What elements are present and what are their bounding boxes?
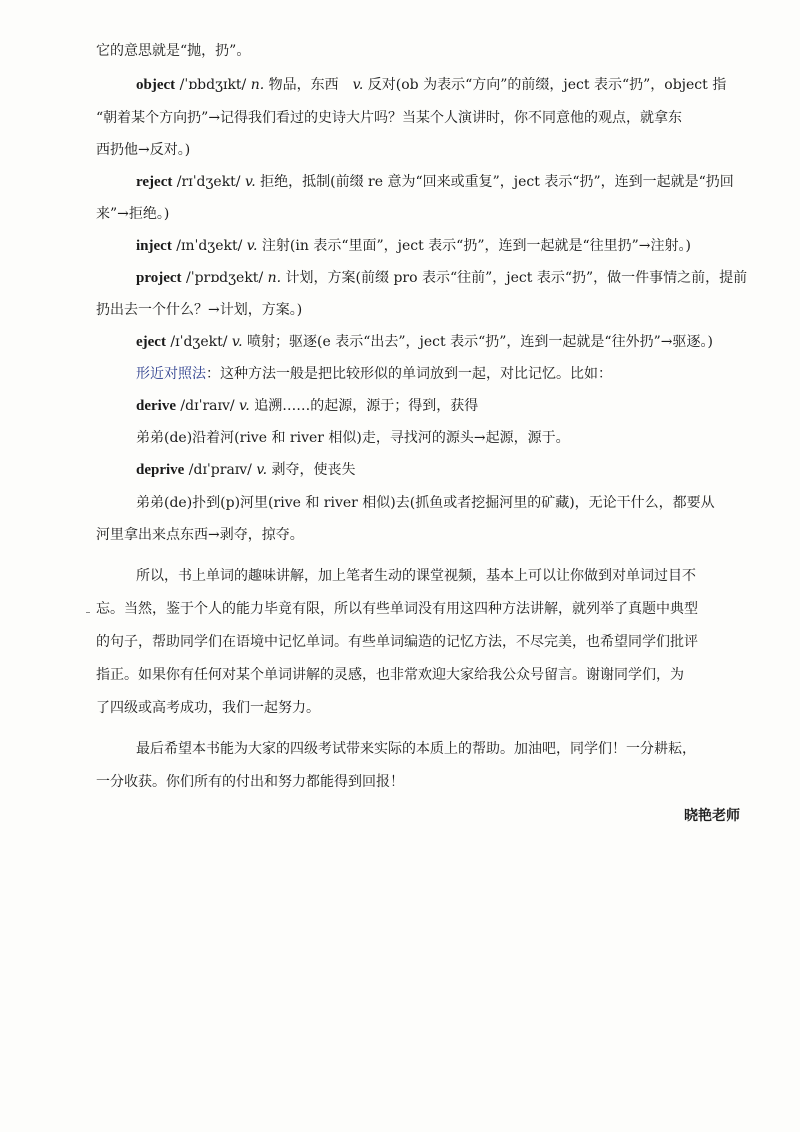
entry-reject [136, 172, 734, 192]
method-line [136, 364, 612, 384]
part-of-speech: v. [231, 334, 243, 350]
text-line: 它的意思就是“抛，扔”。 [96, 43, 251, 59]
definition: 喷射；驱逐(e 表示“出去”，ject 表示“扔”，连到一起就是“往外扔”→驱逐。) [242, 334, 713, 350]
text-line: 西扔他→反对。) [96, 142, 191, 158]
text-line: 扔出去一个什么？→计划，方案。) [96, 302, 303, 318]
text-line: 弟弟(de)扑到(p)河里(rive 和 river 相似)去(抓鱼或者挖掘河里的矿藏)，无论干什么，都要从 [136, 495, 715, 511]
phonetic: /dɪˈraɪv/ [175, 398, 240, 414]
phonetic: /rɪˈdʒekt/ [172, 174, 245, 190]
headword: inject [136, 238, 172, 254]
part-of-speech: v. [239, 398, 250, 414]
phonetic: /dɪˈpraɪv/ [184, 462, 257, 478]
paragraph-line: 了四级或高考成功，我们一起努力。 [96, 700, 320, 716]
part-of-speech: v. [352, 77, 364, 93]
signature: 晓艳老师 [684, 808, 740, 824]
entry-object [136, 75, 726, 95]
entry-derive [136, 396, 478, 416]
part-of-speech: n. [267, 270, 282, 286]
phonetic: /ɪˈdʒekt/ [165, 334, 232, 350]
paragraph-line: 所以，书上单词的趣味讲解，加上笔者生动的课堂视频，基本上可以让你做到对单词过目不 [136, 568, 696, 584]
definition: 物品，东西 [264, 77, 353, 93]
text-line: “朝着某个方向扔”→记得我们看过的史诗大片吗？当某个人演讲时，你不同意他的观点，就拿东 [96, 110, 683, 126]
paragraph-line: 的句子，帮助同学们在语境中记忆单词。有些单词编造的记忆方法，不尽完美，也希望同学们批评 [96, 634, 698, 650]
entry-inject [136, 236, 691, 256]
definition: 拒绝，抵制(前缀 re 意为“回来或重复”，ject 表示“扔”，连到一起就是“扔回 [255, 174, 734, 190]
headword: project [136, 270, 182, 286]
method-title: 形近对照法 [136, 366, 206, 382]
method-description: ：这种方法一般是把比较形似的单词放到一起，对比记忆。比如： [206, 366, 612, 382]
text-line: 河里拿出来点东西→剥夺，掠夺。 [96, 527, 304, 543]
text-line: 来”→拒绝。) [96, 206, 170, 222]
definition: 注射(in 表示“里面”，ject 表示“扔”，连到一起就是“往里扔”→注射。) [257, 238, 692, 254]
headword: derive [136, 398, 176, 414]
entry-project [136, 268, 747, 288]
headword: reject [136, 174, 173, 190]
paragraph-line: 一分收获。你们所有的付出和努力都能得到回报！ [96, 774, 404, 790]
part-of-speech: v. [244, 174, 256, 190]
part-of-speech: v. [246, 238, 258, 254]
definition: 追溯……的起源，源于；得到，获得 [249, 398, 479, 414]
definition: 计划，方案(前缀 pro 表示“往前”，ject 表示“扔”，做一件事情之前，提前 [281, 270, 748, 286]
paragraph-line: 忘。当然，鉴于个人的能力毕竟有限，所以有些单词没有用这四种方法讲解，就列举了真题中典型 [96, 601, 698, 617]
part-of-speech: v. [256, 462, 268, 478]
headword: deprive [136, 462, 185, 478]
phonetic: /ˈprɒdʒekt/ [181, 270, 268, 286]
headword: object [136, 77, 176, 93]
definition: 剥夺，使丧失 [267, 462, 356, 478]
paragraph-line: 指正。如果你有任何对某个单词讲解的灵感，也非常欢迎大家给我公众号留言。谢谢同学们，为 [96, 667, 684, 683]
scan-mark [86, 612, 90, 613]
part-of-speech: n. [250, 77, 265, 93]
phonetic: /ˈɒbdʒɪkt/ [175, 77, 251, 93]
paragraph-line: 最后希望本书能为大家的四级考试带来实际的本质上的帮助。加油吧，同学们！一分耕耘， [136, 741, 696, 757]
text-line: 弟弟(de)沿着河(rive 和 river 相似)走，寻找河的源头→起源，源于。 [136, 430, 570, 446]
definition: 反对(ob 为表示“方向”的前缀，ject 表示“扔”，object 指 [363, 77, 727, 93]
headword: eject [136, 334, 166, 350]
entry-eject [136, 332, 713, 352]
entry-deprive [136, 460, 356, 480]
phonetic: /ɪnˈdʒekt/ [171, 238, 247, 254]
